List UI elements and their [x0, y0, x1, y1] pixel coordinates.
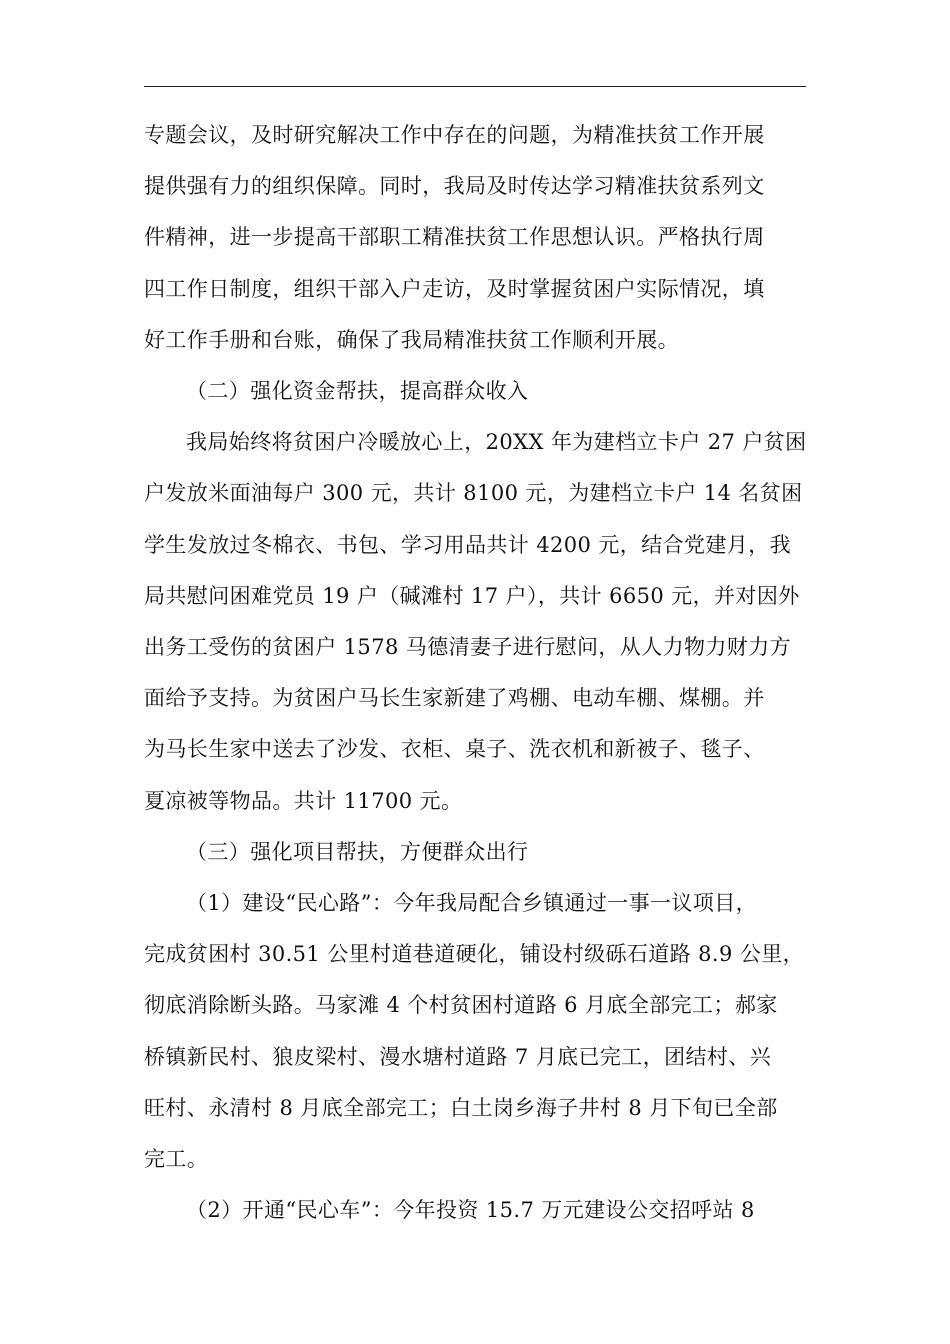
text-line: 件精神，进一步提高干部职工精准扶贫工作思想认识。严格执行周 — [144, 225, 765, 250]
text-line: 学生发放过冬棉衣、书包、学习用品共计 4200 元，结合党建月，我 — [144, 532, 791, 557]
text-line: 我局始终将贫困户冷暖放心上，20XX 年为建档立卡户 27 户贫困 — [186, 430, 807, 455]
text-line: 为马长生家中送去了沙发、衣柜、桌子、洗衣机和新被子、毯子、 — [144, 737, 765, 762]
text-line: 局共慰问困难党员 19 户（碱滩村 17 户），共计 6650 元，并对因外 — [144, 583, 800, 608]
text-line: （2）开通“民心车”：今年投资 15.7 万元建设公交招呼站 8 — [186, 1198, 755, 1223]
text-line: （1）建设“民心路”：今年我局配合乡镇通过一事一议项目， — [186, 891, 758, 916]
text-line: 专题会议，及时研究解决工作中存在的问题，为精准扶贫工作开展 — [144, 123, 765, 147]
text-line: 彻底消除断头路。马家滩 4 个村贫困村道路 6 月底全部完工；郝家 — [144, 993, 778, 1018]
text-line: 出务工受伤的贫困户 1578 马德清妻子进行慰问，从人力物力财力方 — [144, 635, 791, 660]
section-heading: （三）强化项目帮扶，方便群众出行 — [186, 839, 529, 864]
header-rule — [144, 86, 806, 87]
text-line: 完工。 — [144, 1147, 209, 1172]
text-line: 面给予支持。为贫困户马长生家新建了鸡棚、电动车棚、煤棚。并 — [144, 686, 765, 711]
text-line: 旺村、永清村 8 月底全部完工；白土岗乡海子井村 8 月下旬已全部 — [144, 1095, 778, 1120]
document-body — [144, 110, 820, 1236]
text-line: 四工作日制度，组织干部入户走访，及时掌握贫困户实际情况，填 — [144, 276, 765, 301]
text-line: 完成贫困村 30.51 公里村道巷道硬化，铺设村级砾石道路 8.9 公里， — [144, 942, 805, 967]
text-line: 夏凉被等物品。共计 11700 元。 — [144, 788, 463, 813]
section-heading: （二）强化资金帮扶，提高群众收入 — [186, 379, 529, 404]
text-line: 户发放米面油每户 300 元，共计 8100 元，为建档立卡户 14 名贫困 — [144, 481, 803, 506]
text-line: 好工作手册和台账，确保了我局精准扶贫工作顺利开展。 — [144, 327, 679, 352]
text-line: 桥镇新民村、狼皮梁村、漫水塘村道路 7 月底已完工，团结村、兴 — [144, 1044, 772, 1069]
text-line: 提供强有力的组织保障。同时，我局及时传达学习精准扶贫系列文 — [144, 174, 765, 199]
